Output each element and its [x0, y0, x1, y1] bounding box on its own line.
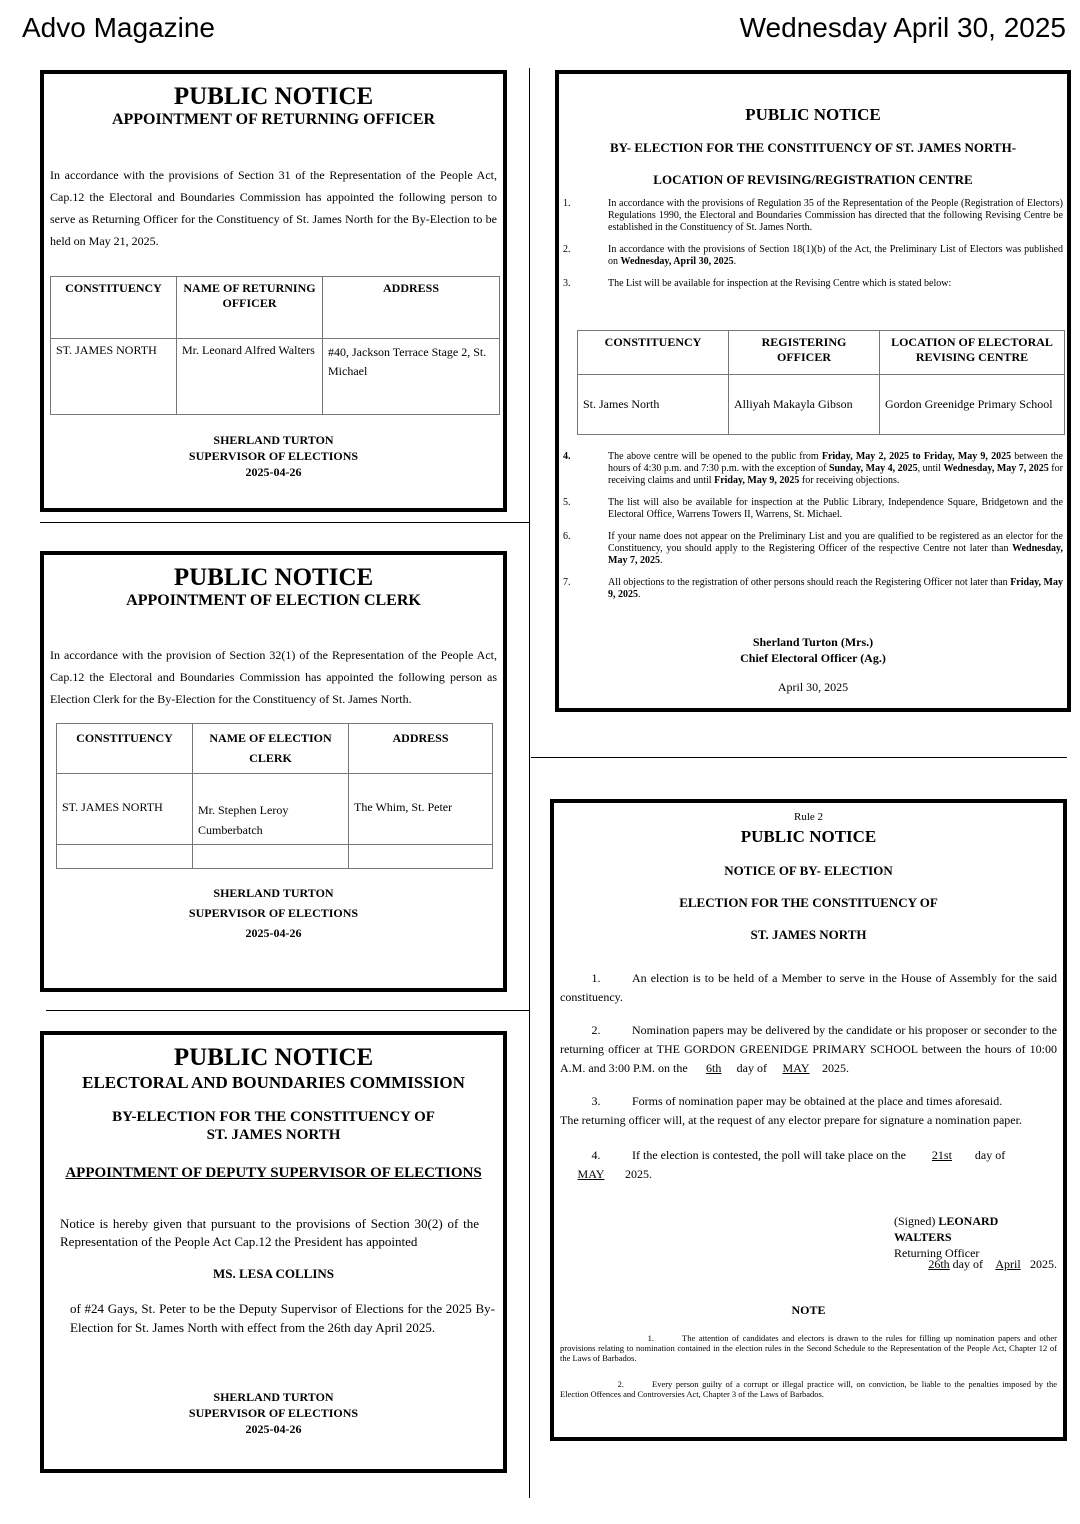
notice-subheading-2: ELECTION FOR THE CONSTITUENCY OF [679, 895, 938, 910]
signed-block [894, 1213, 1057, 1261]
signatory-name: Sherland Turton (Mrs.) [752, 635, 874, 649]
item-text [608, 531, 1063, 567]
note-2 [560, 1379, 1057, 1399]
item-text-bold: Friday, May 9, 2025 [608, 577, 1063, 600]
item-number: 2. [563, 244, 571, 255]
notice-body: In accordance with the provisions of Section 31 of the Representation of the People Act, Cap.12 the Electoral and Boundaries Commission has appointed the following person to serve as Returning Officer for the Constituency of St. James North for the By-Election to be held on May 21, 2025. [50, 168, 497, 248]
table-cell-empty [193, 845, 349, 869]
list-item [563, 198, 1063, 234]
item-text-bold: Friday, May 2, 2025 to Friday, May 9, 2025 [821, 451, 1012, 462]
item-text-part: for receiving objections. [799, 475, 900, 486]
paragraph-number: 1. [591, 971, 601, 985]
list-item [563, 278, 1063, 290]
revising-items-bottom [563, 451, 1063, 611]
signature-block [559, 634, 1067, 666]
item-number: 1. [563, 198, 571, 209]
item-number: 5. [563, 497, 571, 508]
signed-name: LEONARD WALTERS [894, 1214, 999, 1244]
signed-line [894, 1213, 1057, 1245]
revising-centre-table [577, 330, 1065, 435]
item-text-part: If your name does not appear on the Preliminary List and you are qualified to be registered as an elector for the Constituency, you should apply to the Registering Officer of the respective Centre not later than [608, 531, 1063, 554]
note-text: The attention of candidates and electors is drawn to the rules for filling up nomination papers and other provisions relating to nomination contained in the election rules in the Second Schedule to the Representation of the People Act, Chapter 12 of the Laws of Barbados. [560, 1333, 1057, 1363]
item-number: 4. [563, 451, 571, 462]
notice-by-election [550, 799, 1067, 1441]
item-text-part: . [638, 589, 641, 600]
table-header: LOCATION OF ELECTORAL REVISING CENTRE [880, 331, 1065, 375]
item-number: 6. [563, 531, 571, 542]
item-text-bold: Wednesday, April 30, 2025 [620, 256, 734, 267]
left-divider-1 [40, 522, 529, 523]
item-text-bold: Friday, May 9, 2025 [714, 475, 800, 486]
item-text-bold: Sunday, May 4, 2025 [828, 463, 918, 474]
table-header: NAME OF RETURNING OFFICER [177, 277, 323, 339]
signed-prefix: (Signed) [894, 1214, 936, 1228]
item-text-part: . [659, 555, 663, 566]
poll-year: 2025. [625, 1167, 652, 1181]
item-number: 7. [563, 577, 571, 588]
paragraph-2 [560, 1021, 1057, 1078]
paragraph-number: 2. [591, 1023, 601, 1037]
day-of-label: day of [736, 1061, 767, 1075]
paragraph-1 [560, 969, 1057, 1007]
paragraph-4 [560, 1146, 1057, 1184]
signatory-name: SHERLAND TURTON [213, 1390, 334, 1404]
table-header: CONSTITUENCY [57, 724, 193, 774]
signatory-name: SHERLAND TURTON [213, 886, 334, 900]
appointment-title: APPOINTMENT OF DEPUTY SUPERVISOR OF ELECTIONS [65, 1165, 482, 1181]
notice-heading: PUBLIC NOTICE [173, 1044, 374, 1071]
table-cell-empty [349, 845, 493, 869]
list-item [563, 577, 1063, 601]
item-text: The list will also be available for inspection at the Public Library, Independence Square, Bridgetown and the Electoral Office, Warrens Towers II, Warrens, St. Michael. [608, 497, 1063, 520]
table-header: REGISTERING OFFICER [729, 331, 880, 375]
item-text-bold: Wednesday, May 7, 2025 [943, 463, 1049, 474]
signed-title: Returning Officer [894, 1246, 980, 1260]
table-cell: Gordon Greenidge Primary School [880, 375, 1065, 435]
paragraph-number: 4. [591, 1148, 601, 1162]
signature-date: 2025-04-26 [245, 1422, 302, 1436]
column-divider [529, 68, 530, 1498]
paragraph-3 [560, 1092, 1057, 1130]
list-item [563, 244, 1063, 268]
note-title: NOTE [791, 1303, 826, 1317]
notice-heading: PUBLIC NOTICE [740, 827, 877, 846]
revising-items-top [563, 198, 1063, 300]
item-text-part: The above centre will be opened to the public from [608, 451, 822, 462]
item-number: 3. [563, 278, 571, 289]
day-of-label: day of [974, 1148, 1006, 1162]
right-divider [531, 757, 1067, 758]
signed-date-month: April [995, 1257, 1021, 1271]
item-text [608, 244, 1063, 268]
nomination-month: MAY [782, 1061, 810, 1075]
item-text [608, 451, 1063, 487]
list-item [563, 531, 1063, 567]
item-text: In accordance with the provisions of Regulation 35 of the Representation of the People (Registration of Electors) Regulations 1990, the Electoral and Boundaries Commission has directed that the following Revising Centre be established in the Constituency of St. James North. [608, 198, 1063, 233]
notice-subheading: ELECTORAL AND BOUNDARIES COMMISSION [82, 1073, 465, 1092]
signature-date: 2025-04-26 [245, 465, 302, 479]
notice-body: In accordance with the provision of Section 32(1) of the Representation of the People Act, Cap.12 the Electoral and Boundaries Commission has appointed the following person as Election Clerk for the By-Election for the Constituency of St. James North. [50, 648, 497, 706]
item-text-part: In accordance with the provisions of Section 18(1)(b) of the Act, the Preliminary List of Electors was published on [608, 244, 1063, 267]
paragraph-text: Nomination papers may be delivered by the candidate or his proposer or seconder to the returning officer at THE GORDON GREENIDGE PRIMARY SCHOOL between the hours of 10:00 A.M. and 3:00 P.M. on the [560, 1023, 1057, 1075]
table-header: NAME OF ELECTION CLERK [193, 724, 349, 774]
poll-month: MAY [577, 1167, 605, 1181]
notice-subheading: APPOINTMENT OF ELECTION CLERK [126, 592, 421, 609]
note-text: Every person guilty of a corrupt or illegal practice will, on conviction, be liable to the penalties imposed by the Election Offences and Controversies Act, Chapter 3 of the Laws of Barbados. [560, 1379, 1057, 1399]
signature-date: 2025-04-26 [245, 926, 302, 940]
election-clerk-table [56, 723, 493, 869]
paragraph-number: 3. [591, 1094, 601, 1108]
notice-body-2: of #24 Gays, St. Peter to be the Deputy Supervisor of Elections for the 2025 By-Election for St. James North with effect from the 26th day April 2025. [70, 1301, 495, 1335]
notice-subheading-1: BY- ELECTION FOR THE CONSTITUENCY OF ST. JAMES NORTH- [609, 140, 1017, 155]
table-header: ADDRESS [323, 277, 500, 339]
note-1 [560, 1333, 1057, 1363]
table-cell-empty [57, 845, 193, 869]
poll-day: 21st [931, 1148, 952, 1162]
notice-subheading-2: LOCATION OF REVISING/REGISTRATION CENTRE [653, 172, 973, 187]
signatory-title: SUPERVISOR OF ELECTIONS [188, 449, 359, 463]
byelection-title [44, 1108, 503, 1144]
item-text: The List will be available for inspection at the Revising Centre which is stated below: [608, 278, 952, 289]
byelection-line-2: ST. JAMES NORTH [206, 1127, 341, 1143]
signatory-title: Chief Electoral Officer (Ag.) [740, 651, 886, 665]
signatory-title: SUPERVISOR OF ELECTIONS [188, 1406, 359, 1420]
notice-returning-officer [40, 70, 507, 512]
item-text-part: . [733, 256, 737, 267]
signature-block [44, 883, 503, 943]
table-cell: ST. JAMES NORTH [57, 774, 193, 845]
signature-date: April 30, 2025 [777, 680, 849, 694]
notice-subheading-3: ST. JAMES NORTH [750, 927, 867, 942]
returning-officer-table [50, 276, 500, 415]
notice-deputy-supervisor [40, 1031, 507, 1473]
list-item [563, 497, 1063, 521]
paragraph-text-2: The returning officer will, at the request of any elector prepare for signature a nomination paper. [560, 1113, 1022, 1127]
notice-election-clerk [40, 551, 507, 992]
byelection-line-1: BY-ELECTION FOR THE CONSTITUENCY OF [112, 1109, 435, 1125]
rule-label: Rule 2 [793, 811, 824, 823]
item-text-part: between the hours of 4:30 p.m. and 7:30 p.m. with the exception of [608, 451, 1063, 474]
item-text-bold: Wednesday, May 7, 2025 [608, 543, 1063, 566]
item-text-part: for receiving claims and until [608, 463, 1063, 486]
nomination-year: 2025. [822, 1061, 849, 1075]
notice-body-1: Notice is hereby given that pursuant to the provisions of Section 30(2) of the Representation of the People Act Cap.12 the President has appointed [60, 1216, 479, 1249]
notice-revising-centre [555, 70, 1071, 712]
table-header: CONSTITUENCY [51, 277, 177, 339]
notice-subheading-1: NOTICE OF BY- ELECTION [724, 863, 893, 878]
nomination-day: 6th [706, 1061, 722, 1075]
note-number: 2. [617, 1379, 624, 1389]
signature-block [44, 432, 503, 480]
note-number: 1. [647, 1333, 654, 1343]
table-cell: #40, Jackson Terrace Stage 2, St. Michael [323, 339, 500, 415]
paragraph-text: An election is to be held of a Member to serve in the House of Assembly for the said constituency. [560, 971, 1057, 1004]
paragraph-text: Forms of nomination paper may be obtained at the place and times aforesaid. [632, 1094, 1003, 1108]
table-cell: Mr. Leonard Alfred Walters [177, 339, 323, 415]
item-text-part: , until [917, 463, 944, 474]
signed-date-day-of: day of [952, 1257, 983, 1271]
table-header: ADDRESS [349, 724, 493, 774]
left-divider-2 [46, 1010, 529, 1011]
table-cell: St. James North [578, 375, 729, 435]
table-header: CONSTITUENCY [578, 331, 729, 375]
publication-name: Advo Magazine [22, 12, 216, 43]
table-cell: The Whim, St. Peter [349, 774, 493, 845]
notice-heading: PUBLIC NOTICE [745, 105, 881, 124]
paragraph-text: If the election is contested, the poll will take place on the [632, 1148, 906, 1162]
signatory-name: SHERLAND TURTON [213, 433, 334, 447]
signatory-title: SUPERVISOR OF ELECTIONS [188, 906, 359, 920]
item-text-part: All objections to the registration of other persons should reach the Registering Officer not later than [608, 577, 1011, 588]
appointee-name: MS. LESA COLLINS [212, 1266, 334, 1281]
notice-heading: PUBLIC NOTICE [173, 83, 374, 110]
table-cell: ST. JAMES NORTH [51, 339, 177, 415]
signed-date-year: 2025. [1030, 1257, 1057, 1271]
signature-block [44, 1389, 503, 1437]
signed-date-day: 26th [928, 1257, 950, 1271]
notice-subheading: APPOINTMENT OF RETURNING OFFICER [111, 111, 436, 128]
table-cell: Alliyah Makayla Gibson [729, 375, 880, 435]
notice-heading: PUBLIC NOTICE [173, 564, 374, 591]
table-cell: Mr. Stephen Leroy Cumberbatch [193, 774, 349, 845]
item-text [608, 577, 1063, 601]
publication-date: Wednesday April 30, 2025 [739, 12, 1066, 43]
signed-date [928, 1257, 1057, 1272]
list-item [563, 451, 1063, 487]
